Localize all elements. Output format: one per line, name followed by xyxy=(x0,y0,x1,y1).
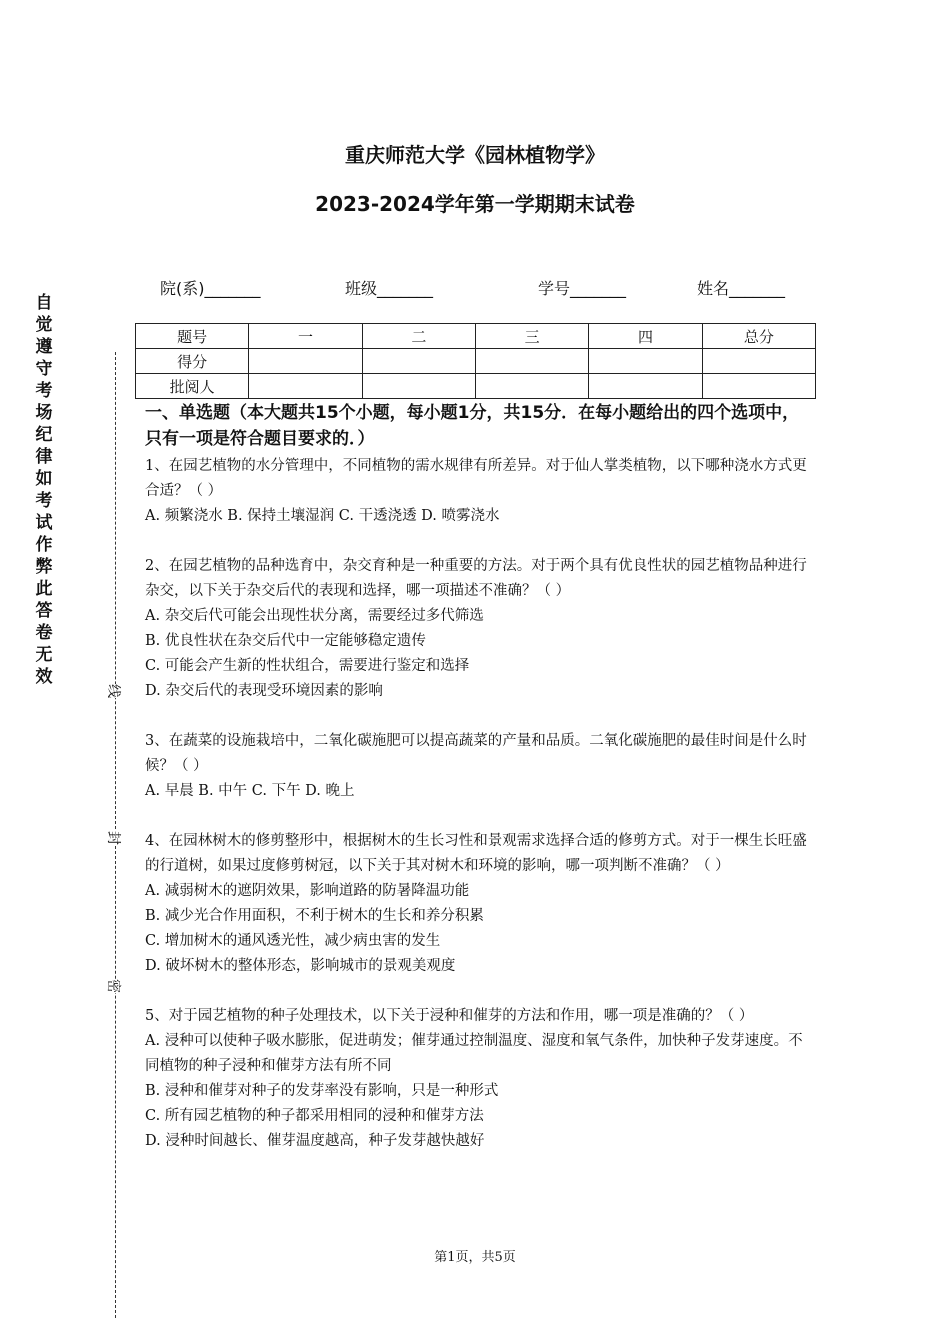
question-stem: 4、在园林树木的修剪整形中，根据树木的生长习性和景观需求选择合适的修剪方式。对于一棵生长旺盛的行道树，如果过度修剪树冠，以下关于其对树木和环境的影响，哪一项判断不准确？（ ） xyxy=(145,833,807,874)
question-option: C. 所有园艺植物的种子都采用相同的浸种和催芽方法 xyxy=(145,1108,484,1124)
exam-title-line2: 2023-2024学年第一学期期末试卷 xyxy=(315,192,635,216)
name-field: 姓名_______ xyxy=(697,279,786,298)
question-option: A. 频繁浇水 B. 保持土壤湿润 C. 干透浇透 D. 喷雾浇水 xyxy=(145,508,500,524)
score-table-header-row xyxy=(136,324,816,349)
question-stem: 1、在园艺植物的水分管理中，不同植物的需水规律有所差异。对于仙人掌类植物，以下哪种浇水方式更合适？（ ） xyxy=(145,458,807,499)
exam-title-line1: 重庆师范大学《园林植物学》 xyxy=(345,143,605,167)
binding-label-line: 线 xyxy=(105,684,121,698)
page-footer: 第1页，共5页 xyxy=(434,1250,516,1265)
score-cell xyxy=(589,349,702,374)
question-option: C. 可能会产生新的性状组合，需要进行鉴定和选择 xyxy=(145,658,470,674)
score-cell xyxy=(702,349,815,374)
grader-cell xyxy=(249,374,362,399)
question-option: D. 浸种时间越长、催芽温度越高，种子发芽越快越好 xyxy=(145,1133,485,1149)
exam-content xyxy=(145,400,815,1154)
grader-cell xyxy=(475,374,588,399)
score-cell xyxy=(249,349,362,374)
question-stem: 2、在园艺植物的品种选育中，杂交育种是一种重要的方法。对于两个具有优良性状的园艺植物品种进行杂交，以下关于杂交后代的表现和选择，哪一项描述不准确？（ ） xyxy=(145,558,807,599)
header-cell: 题号 xyxy=(136,324,249,349)
question-option: A. 杂交后代可能会出现性状分离，需要经过多代筛选 xyxy=(145,608,484,624)
student-id-field: 学号_______ xyxy=(538,279,627,298)
header-cell: 四 xyxy=(589,324,702,349)
question-option: B. 优良性状在杂交后代中一定能够稳定遗传 xyxy=(145,633,426,649)
grader-cell xyxy=(362,374,475,399)
question-option: D. 杂交后代的表现受环境因素的影响 xyxy=(145,683,383,699)
question-option: B. 减少光合作用面积，不利于树木的生长和养分积累 xyxy=(145,908,484,924)
section-heading: 一、单选题（本大题共15个小题，每小题1分，共15分．在每小题给出的四个选项中，只有一项是符合题目要求的．） xyxy=(145,403,800,449)
question-option: B. 浸种和催芽对种子的发芽率没有影响，只是一种形式 xyxy=(145,1083,499,1099)
header-cell: 三 xyxy=(475,324,588,349)
binding-label-seal: 封 xyxy=(105,831,121,845)
question-option: A. 减弱树木的遮阴效果，影响道路的防暑降温功能 xyxy=(145,883,470,899)
score-cell xyxy=(475,349,588,374)
score-row xyxy=(136,349,816,374)
grader-cell xyxy=(702,374,815,399)
class-field: 班级_______ xyxy=(345,279,434,298)
header-cell: 二 xyxy=(362,324,475,349)
question-stem: 5、对于园艺植物的种子处理技术，以下关于浸种和催芽的方法和作用，哪一项是准确的？（ ） xyxy=(145,1008,754,1024)
side-notice: 自觉遵守考场纪律如考试作弊此答卷无效 xyxy=(35,293,53,687)
binding-label-secret: 密 xyxy=(105,979,121,993)
grader-row xyxy=(136,374,816,399)
score-cell xyxy=(362,349,475,374)
question-list xyxy=(145,454,815,1154)
question-option: A. 早晨 B. 中午 C. 下午 D. 晚上 xyxy=(145,783,355,799)
question-stem: 3、在蔬菜的设施栽培中，二氧化碳施肥可以提高蔬菜的产量和品质。二氧化碳施肥的最佳时间是什么时候？（ ） xyxy=(145,733,807,774)
dept-field: 院(系)_______ xyxy=(160,279,261,298)
score-table xyxy=(135,323,816,399)
row-label: 批阅人 xyxy=(136,374,249,399)
row-label: 得分 xyxy=(136,349,249,374)
question-option: D. 破坏树木的整体形态，影响城市的景观美观度 xyxy=(145,958,456,974)
grader-cell xyxy=(589,374,702,399)
header-cell: 一 xyxy=(249,324,362,349)
question-option: C. 增加树木的通风透光性，减少病虫害的发生 xyxy=(145,933,441,949)
header-cell: 总分 xyxy=(702,324,815,349)
question-option: A. 浸种可以使种子吸水膨胀，促进萌发；催芽通过控制温度、湿度和氧气条件，加快种子发芽速度。不同植物的种子浸种和催芽方法有所不同 xyxy=(145,1033,803,1074)
